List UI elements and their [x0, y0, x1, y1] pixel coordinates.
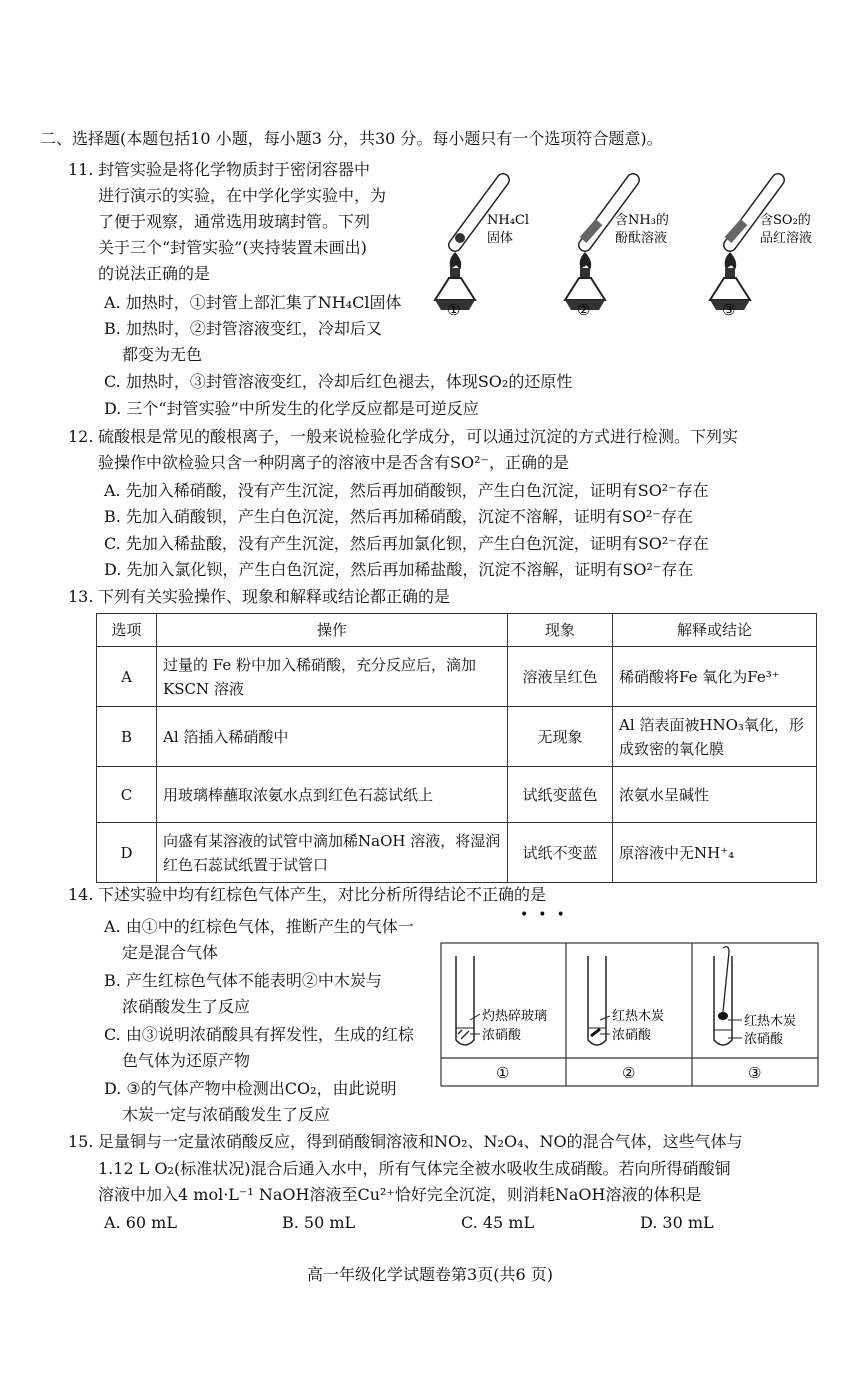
q11-option-d: D. 三个“封管实验”中所发生的化学反应都是可逆反应 — [104, 399, 479, 418]
q11-stem-line: 关于三个“封管实验”(夹持装置未画出) — [98, 238, 367, 257]
q11-stem-line: 封管实验是将化学物质封于密闭容器中 — [98, 160, 371, 179]
q15-number: 15. — [68, 1132, 94, 1151]
q11-option-b-cont: 都变为无色 — [122, 345, 203, 364]
table-cell: B — [97, 707, 157, 767]
q15-option-b: B. 50 mL — [282, 1213, 356, 1232]
q13-number: 13. — [68, 587, 94, 606]
table-row — [97, 823, 817, 883]
q14-option-d: D. ③的气体产物中检测出CO₂，由此说明 — [104, 1079, 397, 1098]
table-cell: 溶液呈红色 — [508, 647, 613, 707]
table-cell: D — [97, 823, 157, 883]
fig-cell1-label: 浓硝酸 — [482, 1028, 522, 1043]
table-cell: A — [97, 647, 157, 707]
q11-option-b: B. 加热时，②封管溶液变红，冷却后又 — [104, 319, 382, 338]
fig-cell2-label: 浓硝酸 — [612, 1028, 652, 1043]
fig-cell3-label: 浓硝酸 — [744, 1032, 784, 1047]
table-cell: C — [97, 767, 157, 823]
table-cell: 稀硝酸将Fe 氧化为Fe³⁺ — [613, 647, 817, 707]
tube2-label: 含NH₃的 — [615, 213, 669, 228]
fig-cell3-label: 红热木炭 — [744, 1014, 797, 1029]
table-cell: Al 箔表面被HNO₃氧化，形成致密的氧化膜 — [613, 707, 817, 767]
tube2-label: 酚酞溶液 — [615, 231, 668, 246]
q14-option-a-cont: 定是混合气体 — [122, 943, 219, 962]
table-header: 选项 — [97, 614, 157, 647]
q13-table — [96, 613, 817, 883]
q12-number: 12. — [68, 427, 94, 446]
table-cell: Al 箔插入稀硝酸中 — [157, 707, 508, 767]
table-cell: 向盛有某溶液的试管中滴加稀NaOH 溶液，将湿润红色石蕊试纸置于试管口 — [157, 823, 508, 883]
table-cell: 试纸变蓝色 — [508, 767, 613, 823]
q11-figure — [420, 160, 820, 325]
tube3-label: 含SO₂的 — [760, 213, 811, 228]
q11-number: 11. — [68, 160, 94, 179]
tube3-label: 品红溶液 — [760, 231, 813, 246]
figure-mark: ① — [496, 1064, 510, 1082]
fig-cell2-label: 红热木炭 — [612, 1009, 665, 1024]
q11-stem-line: 的说法正确的是 — [98, 264, 211, 283]
table-header-row — [97, 614, 817, 647]
tube1-label: NH₄Cl — [487, 213, 530, 228]
q15-option-c: C. 45 mL — [461, 1213, 535, 1232]
fig-cell1-label: 灼热碎玻璃 — [482, 1009, 548, 1024]
q14-option-a: A. 由①中的红棕色气体，推断产生的气体一 — [104, 917, 414, 936]
q13-stem: 下列有关实验操作、现象和解释或结论都正确的是 — [98, 587, 451, 606]
figure-mark: ② — [622, 1064, 636, 1082]
q15-stem-line: 溶液中加入4 mol·L⁻¹ NaOH溶液至Cu²⁺恰好完全沉淀，则消耗NaOH溶液的体积是 — [98, 1185, 702, 1204]
figure-mark: ③ — [722, 301, 736, 319]
q14-stem: 下述实验中均有红棕色气体产生，对比分析所得结论不正确的是 — [98, 885, 547, 904]
table-cell: 试纸不变蓝 — [508, 823, 613, 883]
table-cell: 用玻璃棒蘸取浓氨水点到红色石蕊试纸上 — [157, 767, 508, 823]
page-footer: 高一年级化学试题卷第3页(共6 页) — [307, 1265, 553, 1284]
emphasis-dots: ••• — [520, 907, 575, 923]
q15-stem-line: 1.12 L O₂(标准状况)混合后通入水中，所有气体完全被水吸收生成硝酸。若向所得硝酸铜 — [98, 1159, 731, 1178]
q14-figure — [440, 942, 820, 1088]
q15-option-d: D. 30 mL — [640, 1213, 714, 1232]
q12-option-d: D. 先加入氯化钡，产生白色沉淀，然后再加稀盐酸，沉淀不溶解，证明有SO²⁻存在 — [104, 560, 694, 579]
table-cell: 过量的 Fe 粉中加入稀硝酸，充分反应后，滴加KSCN 溶液 — [157, 647, 508, 707]
q11-stem-line: 了便于观察，通常选用玻璃封管。下列 — [98, 212, 371, 231]
q14-number: 14. — [68, 885, 94, 904]
figure-mark: ① — [447, 301, 461, 319]
table-header: 现象 — [508, 614, 613, 647]
table-cell: 无现象 — [508, 707, 613, 767]
q15-option-a: A. 60 mL — [104, 1213, 177, 1232]
q12-option-b: B. 先加入硝酸钡，产生白色沉淀，然后再加稀硝酸，沉淀不溶解，证明有SO²⁻存在 — [104, 507, 693, 526]
figure-mark: ③ — [748, 1064, 762, 1082]
q12-stem-line: 验操作中欲检验只含一种阴离子的溶液中是否含有SO²⁻，正确的是 — [98, 453, 569, 472]
q14-option-c-cont: 色气体为还原产物 — [122, 1051, 251, 1070]
table-cell: 浓氨水呈碱性 — [613, 767, 817, 823]
tube1-label: 固体 — [487, 231, 514, 246]
table-header: 解释或结论 — [613, 614, 817, 647]
section-heading: 二、选择题(本题包括10 小题，每小题3 分，共30 分。每小题只有一个选项符合题意)。 — [40, 129, 663, 148]
q11-option-a: A. 加热时，①封管上部汇集了NH₄Cl固体 — [104, 293, 402, 312]
q15-stem-line: 足量铜与一定量浓硝酸反应，得到硝酸铜溶液和NO₂、N₂O₄、NO的混合气体，这些气体与 — [98, 1132, 743, 1151]
q14-option-b-cont: 浓硝酸发生了反应 — [122, 997, 251, 1016]
q14-option-d-cont: 木炭一定与浓硝酸发生了反应 — [122, 1105, 331, 1124]
q11-stem-line: 进行演示的实验，在中学化学实验中，为 — [98, 186, 387, 205]
table-cell: 原溶液中无NH⁺₄ — [613, 823, 817, 883]
q14-option-c: C. 由③说明浓硝酸具有挥发性，生成的红棕 — [104, 1025, 414, 1044]
table-row — [97, 707, 817, 767]
table-row — [97, 767, 817, 823]
q11-option-c: C. 加热时，③封管溶液变红，冷却后红色褪去，体现SO₂的还原性 — [104, 372, 573, 391]
table-row — [97, 647, 817, 707]
q12-stem-line: 硫酸根是常见的酸根离子，一般来说检验化学成分，可以通过沉淀的方式进行检测。下列实 — [98, 427, 739, 446]
q12-option-c: C. 先加入稀盐酸，没有产生沉淀，然后再加氯化钡，产生白色沉淀，证明有SO²⁻存在 — [104, 534, 709, 553]
figure-mark: ② — [577, 301, 591, 319]
q12-option-a: A. 先加入稀硝酸，没有产生沉淀，然后再加硝酸钡，产生白色沉淀，证明有SO²⁻存在 — [104, 481, 709, 500]
table-header: 操作 — [157, 614, 508, 647]
q14-option-b: B. 产生红棕色气体不能表明②中木炭与 — [104, 971, 382, 990]
